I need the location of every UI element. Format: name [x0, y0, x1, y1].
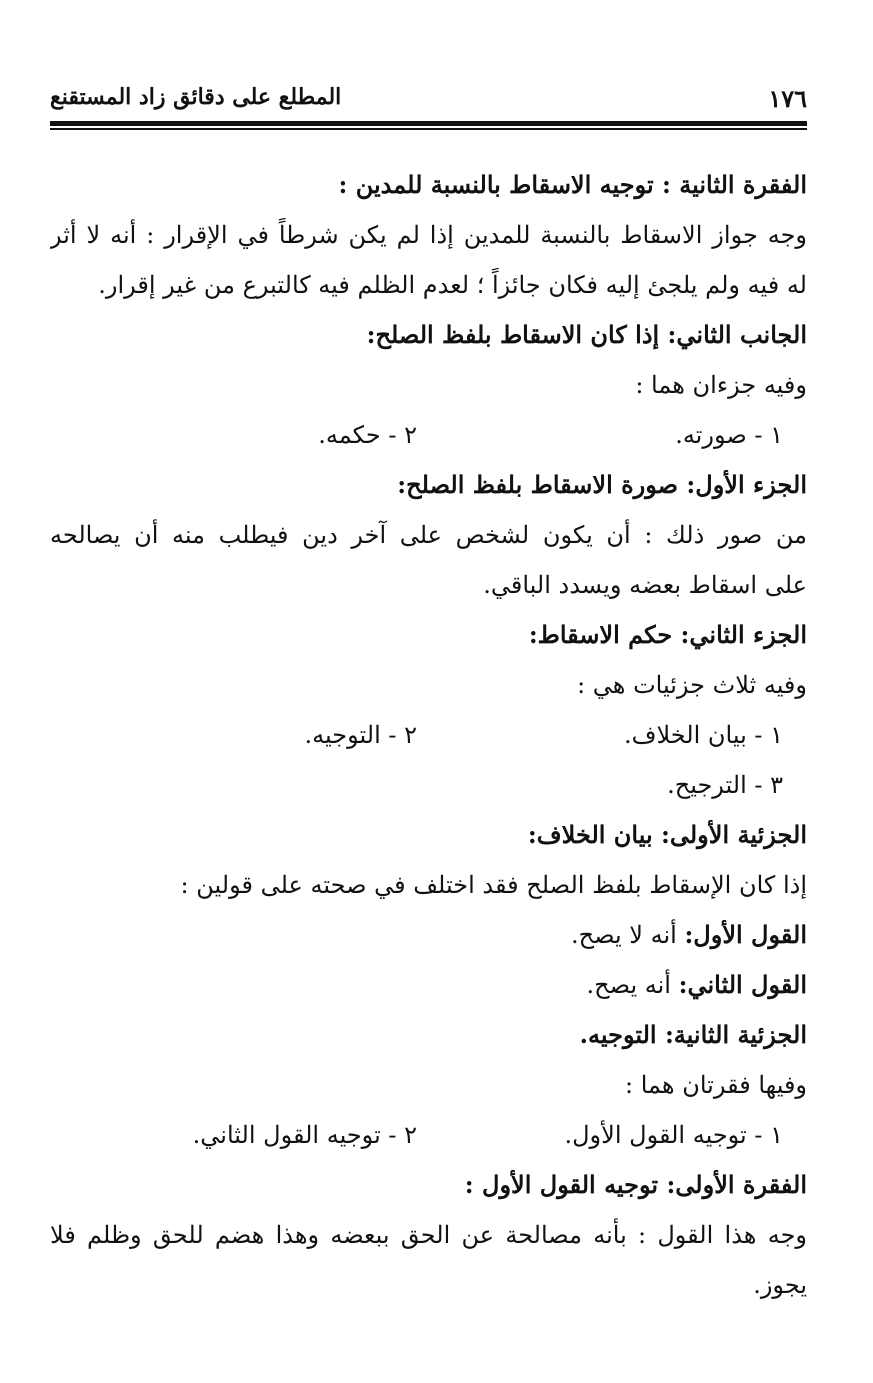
page-body: [50, 160, 807, 1310]
numbered-items-row: [50, 760, 807, 810]
list-item: ١ - توجيه القول الأول.: [564, 1121, 783, 1149]
numbered-items-row: [50, 410, 807, 460]
paragraph-line: وجه جواز الاسقاط بالنسبة للمدين إذا لم يكن شرطاً في الإقرار : أنه لا أثر: [50, 221, 807, 249]
page-number: ١٧٦: [768, 84, 807, 113]
opinion-label: القول الأول:: [684, 920, 807, 949]
opinion-line: [50, 960, 807, 1010]
opinion-text: أنه يصح.: [586, 971, 679, 999]
paragraph-line: وفيها فقرتان هما :: [625, 1071, 807, 1099]
opinion-text: أنه لا يصح.: [571, 921, 685, 949]
header-rule-thin: [50, 128, 807, 130]
section-heading: الفقرة الأولى: توجيه القول الأول :: [464, 1170, 807, 1199]
opinion-label: القول الثاني:: [678, 970, 807, 999]
section-heading: الجزئية الأولى: بيان الخلاف:: [527, 820, 807, 849]
list-item: ١ - بيان الخلاف.: [623, 721, 783, 749]
section-heading: الجزء الثاني: حكم الاسقاط:: [528, 620, 807, 649]
list-item: ٣ - الترجيح.: [667, 771, 783, 799]
section-heading: الجزئية الثانية: التوجيه.: [579, 1020, 807, 1049]
header-rule-thick: [50, 121, 807, 126]
section-heading: الفقرة الثانية : توجيه الاسقاط بالنسبة للمدين :: [338, 170, 807, 199]
paragraph-line: وفيه جزءان هما :: [635, 371, 807, 399]
section-heading: الجانب الثاني: إذا كان الاسقاط بلفظ الصلح:: [366, 320, 807, 349]
list-item: ٢ - التوجيه.: [304, 721, 417, 749]
numbered-items-row: [50, 710, 807, 760]
paragraph-line: وفيه ثلاث جزئيات هي :: [577, 671, 807, 699]
paragraph-line: على اسقاط بعضه ويسدد الباقي.: [483, 571, 807, 599]
paragraph-line: من صور ذلك : أن يكون لشخص على آخر دين فيطلب منه أن يصالحه: [50, 521, 807, 549]
opinion-line: [50, 910, 807, 960]
paragraph-line: له فيه ولم يلجئ إليه فكان جائزاً ؛ لعدم الظلم فيه كالتبرع من غير إقرار.: [98, 271, 807, 299]
section-heading: الجزء الأول: صورة الاسقاط بلفظ الصلح:: [397, 470, 807, 499]
paragraph-line: يجوز.: [753, 1271, 807, 1299]
list-item: ٢ - توجيه القول الثاني.: [192, 1121, 417, 1149]
list-item: ٢ - حكمه.: [318, 421, 417, 449]
list-item: ١ - صورته.: [675, 421, 783, 449]
paragraph-line: إذا كان الإسقاط بلفظ الصلح فقد اختلف في صحته على قولين :: [180, 871, 807, 899]
paragraph-line: وجه هذا القول : بأنه مصالحة عن الحق ببعضه وهذا هضم للحق وظلم فلا: [50, 1221, 807, 1249]
numbered-items-row: [50, 1110, 807, 1160]
running-header: [50, 80, 807, 120]
book-title: المطلع على دقائق زاد المستقنع: [50, 84, 342, 110]
